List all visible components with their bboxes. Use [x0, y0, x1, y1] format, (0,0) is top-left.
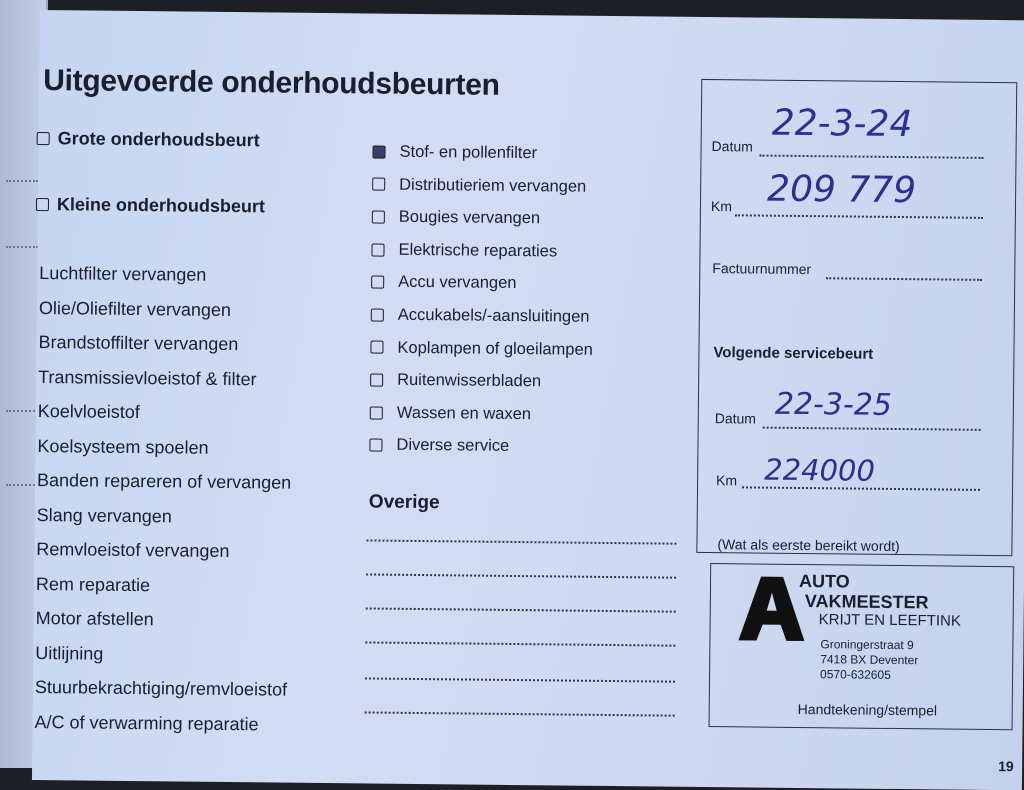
datum-field[interactable]	[760, 155, 984, 159]
service-type-grote[interactable]	[37, 128, 260, 151]
auto-vakmeester-logo-icon	[738, 574, 805, 643]
previous-page-dotted-line	[6, 246, 38, 248]
service-record-box	[696, 79, 1017, 556]
km-label: Km	[710, 198, 733, 215]
checklist-item-accu[interactable]	[371, 266, 594, 301]
list-item[interactable]: Uitlijning	[35, 642, 104, 664]
left-service-list	[34, 256, 293, 742]
checkbox-icon[interactable]	[369, 439, 382, 452]
km-handwritten: 209 779	[766, 168, 917, 212]
stamp-business: KRIJT EN LEEFTINK	[818, 611, 962, 630]
previous-page-dotted-line	[6, 410, 38, 412]
maintenance-page	[32, 10, 1024, 790]
checklist-label: Stof- en pollenfilter	[399, 142, 538, 163]
checkbox-icon[interactable]	[372, 210, 385, 223]
stamp-brand-line2: VAKMEESTER	[804, 591, 929, 613]
checklist-label: Elektrische reparaties	[398, 240, 558, 261]
list-item[interactable]: Motor afstellen	[35, 607, 154, 630]
checklist-label: Accu vervangen	[398, 273, 517, 293]
stamp-phone: 0570-632605	[820, 667, 891, 682]
previous-page-dotted-line	[6, 484, 38, 486]
checklist-label: Diverse service	[396, 436, 510, 456]
stamp-city: 7418 BX Deventer	[820, 652, 919, 668]
list-item[interactable]: Luchtfilter vervangen	[39, 263, 207, 285]
list-item[interactable]: Banden repareren of vervangen	[36, 469, 292, 493]
list-item[interactable]: Olie/Oliefilter vervangen	[38, 297, 232, 320]
checklist-item-distributieriem[interactable]	[372, 168, 595, 203]
list-item[interactable]: Koelvloeistof	[37, 400, 140, 423]
page-title: Uitgevoerde onderhoudsbeurten	[43, 64, 500, 102]
stamp-brand-line1: AUTO	[798, 570, 850, 592]
overige-line[interactable]	[365, 677, 675, 682]
checkbox-icon[interactable]	[370, 341, 383, 354]
checklist-label: Accukabels/-aansluitingen	[397, 305, 590, 326]
signature-label: Handtekening/stempel	[797, 700, 938, 719]
checkbox-icon[interactable]	[37, 132, 50, 145]
checkbox-icon[interactable]	[370, 373, 383, 386]
overige-line[interactable]	[365, 641, 675, 646]
list-item[interactable]: Slang vervangen	[36, 504, 172, 526]
next-service-heading: Volgende servicebeurt	[713, 344, 874, 363]
overige-line[interactable]	[365, 711, 675, 716]
checklist-label: Bougies vervangen	[398, 207, 541, 228]
checklist-label: Distributieriem vervangen	[399, 175, 587, 196]
checklist-item-koplampen[interactable]	[370, 331, 593, 366]
checkbox-icon[interactable]	[371, 276, 384, 289]
service-type-label: Grote onderhoudsbeurt	[57, 128, 260, 151]
list-item[interactable]: Koelsysteem spoelen	[37, 435, 209, 458]
next-datum-handwritten: 22-3-25	[774, 386, 893, 423]
service-type-kleine[interactable]	[36, 194, 265, 217]
checklist-label: Wassen en waxen	[396, 403, 532, 423]
checklist-label: Koplampen of gloeilampen	[397, 338, 593, 359]
checkbox-checked-icon[interactable]	[372, 145, 385, 158]
overige-heading: Overige	[368, 491, 440, 514]
list-item[interactable]: Stuurbekrachtiging/remvloeistof	[34, 676, 288, 700]
stamp-street: Groningerstraat 9	[820, 637, 914, 653]
list-item[interactable]: Remvloeistof vervangen	[36, 538, 230, 562]
overige-line[interactable]	[366, 607, 676, 612]
datum-label: Datum	[711, 138, 753, 155]
checkbox-icon[interactable]	[36, 198, 49, 211]
checklist-item-ruitenwisserbladen[interactable]	[370, 364, 593, 399]
datum-handwritten: 22-3-24	[771, 102, 913, 146]
next-km-label: Km	[716, 472, 738, 489]
overige-line[interactable]	[366, 573, 676, 578]
checkbox-icon[interactable]	[372, 178, 385, 191]
checklist-item-accukabels[interactable]	[371, 298, 594, 333]
next-service-note: (Wat als eerste bereikt wordt)	[717, 536, 900, 555]
checklist-item-stof-pollenfilter[interactable]	[372, 135, 595, 170]
list-item[interactable]: Brandstoffilter vervangen	[38, 332, 239, 355]
checkbox-icon[interactable]	[371, 243, 384, 256]
previous-page-dotted-line	[6, 180, 38, 182]
checklist-item-elektrische-reparaties[interactable]	[371, 233, 594, 268]
checkbox-icon[interactable]	[370, 406, 383, 419]
km-field[interactable]	[735, 214, 983, 219]
list-item[interactable]: Transmissievloeistof & filter	[38, 366, 257, 389]
next-datum-field[interactable]	[763, 427, 981, 431]
page-number: 19	[998, 758, 1014, 775]
list-item[interactable]: A/C of verwarming reparatie	[34, 711, 259, 734]
service-type-label: Kleine onderhoudsbeurt	[56, 194, 266, 217]
checklist-item-diverse-service[interactable]	[369, 429, 592, 464]
checkbox-icon[interactable]	[371, 308, 384, 321]
list-item[interactable]: Rem reparatie	[35, 573, 151, 595]
checklist-label: Ruitenwisserbladen	[397, 370, 542, 391]
service-checklist	[369, 135, 595, 463]
overige-line[interactable]	[366, 539, 676, 544]
checklist-item-wassen-waxen[interactable]	[370, 396, 593, 431]
checklist-item-bougies[interactable]	[372, 201, 595, 236]
factuur-field[interactable]	[826, 277, 982, 281]
next-km-handwritten: 224000	[764, 452, 876, 488]
signature-stamp-box[interactable]	[709, 563, 1015, 730]
next-datum-label: Datum	[714, 410, 757, 427]
factuur-label: Factuurnummer	[712, 260, 812, 278]
